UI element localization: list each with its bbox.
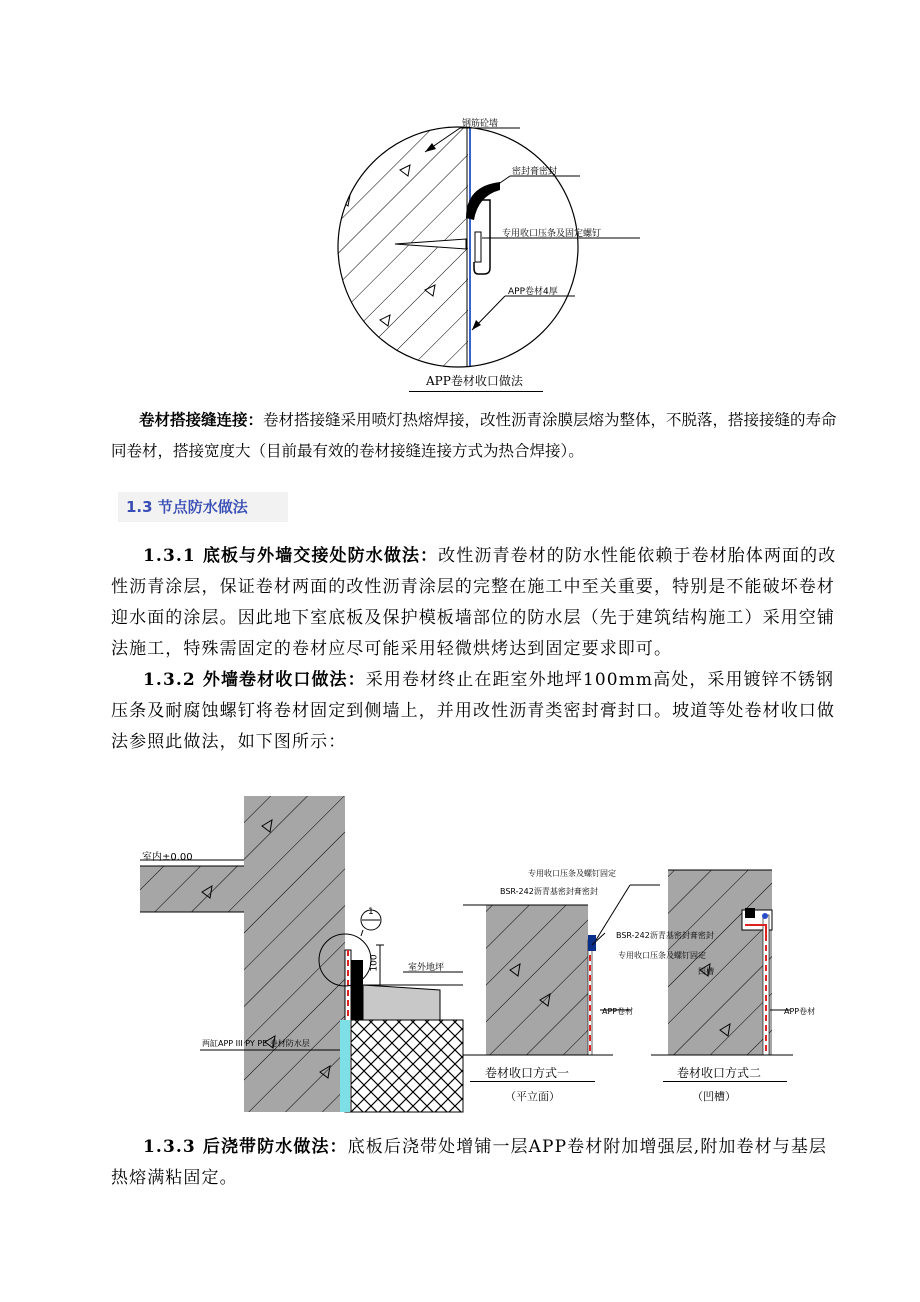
m1-underline	[470, 1081, 595, 1082]
paragraph-1-3-3-title: 1.3.3 后浇带防水做法：	[143, 1137, 348, 1157]
m1-subcaption: （平立面）	[505, 1090, 560, 1103]
label-detail-number: 1	[368, 907, 374, 917]
label-rc-wall: 钢筋砼墙	[462, 119, 499, 129]
m2-caption: 卷材收口方式二	[677, 1066, 762, 1080]
label-membrane-layer: 两缸APP III PY PE 卷材防水层	[202, 1039, 310, 1048]
figure1-caption: APP卷材收口做法	[426, 374, 523, 388]
paragraph-1-3-1-text: 改性沥青卷材的防水性能依赖于卷材胎体两面的改性沥青涂层，保证卷材两面的改性沥青涂层的完整在施工中至关重要，特别是不能破坏卷材迎水面的涂层。因此地下室底板及保护模板墙部位的防水层（先于建筑结构施工）采用空铺法施工，特殊需固定的卷材应尽可能采用轻微烘烤达到固定要求即可。	[111, 546, 837, 659]
m1-label-strip: 专用收口压条及螺钉固定	[528, 869, 616, 878]
m2-label-strip: 专用收口压条及螺钉固定	[618, 951, 706, 960]
paragraph-lap-joint	[111, 405, 843, 467]
m1-caption: 卷材收口方式一	[485, 1066, 570, 1080]
section-heading: 1.3 节点防水做法	[118, 492, 288, 522]
m1-label-membrane: APP卷材	[602, 1007, 634, 1016]
m2-label-groove: 凹槽	[698, 967, 714, 976]
paragraph-1-3-3-text: 底板后浇带处增铺一层APP卷材附加增强层,附加卷材与基层热熔满粘固定。	[111, 1137, 828, 1188]
label-membrane: APP卷材4厚	[508, 287, 558, 297]
label-strip: 专用收口压条及固定螺钉	[502, 229, 602, 239]
m1-label-sealant: BSR-242沥青基密封膏密封	[500, 887, 598, 896]
label-dim-100: 100	[369, 954, 380, 972]
paragraph-1-3-1-title: 1.3.1 底板与外墙交接处防水做法：	[143, 546, 439, 566]
caption-underline	[409, 391, 543, 392]
m2-subcaption: （凹槽）	[692, 1090, 736, 1103]
m2-label-sealant: BSR-242沥青基密封膏密封	[616, 931, 714, 940]
paragraph-1-3-2-text: 采用卷材终止在距室外地坪100mm高处，采用镀锌不锈钢压条及耐腐蚀螺钉将卷材固定到侧墙上，并用改性沥青类密封膏封口。坡道等处卷材收口做法参照此做法，如下图所示：	[111, 670, 835, 752]
label-indoor-level: 室内±0.00	[142, 852, 193, 863]
paragraph-lap-title: 卷材搭接缝连接：	[139, 411, 264, 429]
paragraph-1-3-1	[111, 541, 843, 665]
m2-label-membrane: APP卷材	[784, 1007, 816, 1016]
label-sealant: 密封膏密封	[512, 167, 558, 177]
paragraph-1-3-2-title: 1.3.2 外墙卷材收口做法：	[143, 670, 366, 690]
m2-underline	[663, 1081, 787, 1082]
paragraph-lap-text: 卷材搭接缝采用喷灯热熔焊接，改性沥青涂膜层熔为整体，不脱落，搭接接缝的寿命同卷材，搭接宽度大（目前最有效的卷材接缝连接方式为热合焊接）。	[111, 411, 837, 460]
label-outdoor-ground: 室外地坪	[408, 963, 445, 973]
paragraph-1-3-3	[111, 1132, 843, 1194]
paragraph-1-3-2	[111, 665, 843, 758]
